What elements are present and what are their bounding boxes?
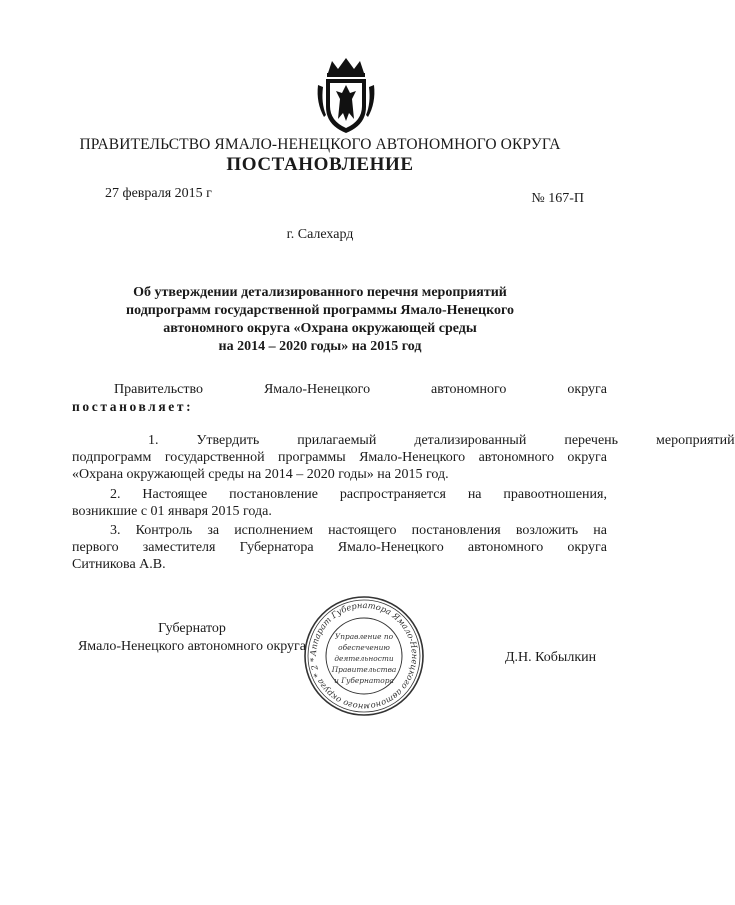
word: округа bbox=[567, 540, 607, 555]
decree-item-3 bbox=[72, 522, 607, 573]
word: автономного bbox=[478, 450, 554, 465]
preamble bbox=[72, 382, 607, 415]
word: автономного bbox=[467, 540, 544, 555]
word: распространяется bbox=[339, 487, 446, 502]
word: настоящего bbox=[328, 523, 397, 538]
document-number: № 167-П bbox=[531, 191, 584, 206]
word: Настоящее bbox=[142, 487, 208, 502]
document-date: 27 февраля 2015 г bbox=[105, 186, 212, 201]
word: округа bbox=[567, 450, 607, 465]
government-name: ПРАВИТЕЛЬСТВО ЯМАЛО-НЕНЕЦКОГО АВТОНОМНОГО ОКРУГА bbox=[79, 136, 561, 153]
seal-center-line: и Губернатора bbox=[334, 676, 394, 685]
word: детализированный bbox=[414, 433, 527, 448]
word: мероприятий bbox=[656, 433, 735, 448]
word: Контроль bbox=[135, 523, 193, 538]
word: на bbox=[593, 523, 607, 538]
coat-of-arms-emblem bbox=[314, 55, 378, 135]
word: 2. bbox=[110, 487, 121, 502]
document-city: г. Салехард bbox=[286, 227, 354, 242]
decree-item-1 bbox=[72, 432, 735, 483]
word: программы bbox=[278, 450, 346, 465]
seal-center-line: Правительства bbox=[331, 665, 397, 674]
seal-center-line: Управление по bbox=[334, 632, 394, 641]
item-line bbox=[110, 522, 607, 539]
subject-line: на 2014 – 2020 годы» на 2015 год bbox=[218, 339, 422, 354]
item-line bbox=[72, 449, 607, 466]
item-line bbox=[110, 432, 735, 449]
signatory-title bbox=[72, 620, 312, 656]
word: перечень bbox=[564, 433, 619, 448]
item-line bbox=[72, 539, 607, 556]
subject-line: автономного округа «Охрана окружающей среды bbox=[163, 321, 477, 336]
seal-center-line: деятельности bbox=[334, 654, 394, 663]
word: 1. bbox=[148, 433, 159, 448]
word: Ямало-Ненецкого bbox=[359, 450, 466, 465]
signatory-position: Губернатор bbox=[158, 621, 226, 636]
seal-center-line: обеспечению bbox=[338, 643, 390, 652]
preamble-word: округа bbox=[567, 382, 607, 397]
word: Утвердить bbox=[196, 433, 260, 448]
preamble-word: Правительство bbox=[114, 382, 203, 397]
word: на bbox=[467, 487, 482, 502]
document-subject bbox=[80, 284, 560, 356]
preamble-word: автономного bbox=[431, 382, 507, 397]
word: за bbox=[207, 523, 220, 538]
signatory-region: Ямало-Ненецкого автономного округа bbox=[77, 639, 307, 654]
seal-ring-text: Аппарат Губернатора Ямало-Ненецкого автономного округа * 2 * bbox=[307, 599, 421, 713]
word: правоотношения, bbox=[503, 487, 607, 502]
item-line bbox=[110, 486, 607, 503]
word: прилагаемый bbox=[297, 433, 377, 448]
item-line-last: Ситникова А.В. bbox=[72, 557, 166, 572]
word: 3. bbox=[110, 523, 121, 538]
word: первого bbox=[72, 540, 119, 555]
word: подпрограмм bbox=[72, 450, 152, 465]
decree-verb: постановляет: bbox=[72, 399, 194, 414]
word: постановление bbox=[229, 487, 318, 502]
item-line-last: «Охрана окружающей среды на 2014 – 2020 годы» на 2015 год. bbox=[72, 467, 449, 482]
signatory-name: Д.Н. Кобылкин bbox=[505, 650, 597, 665]
document-type-title: ПОСТАНОВЛЕНИЕ bbox=[226, 154, 414, 175]
item-line-last: возникшие с 01 января 2015 года. bbox=[72, 504, 272, 519]
word: заместителя bbox=[142, 540, 216, 555]
subject-line: Об утверждении детализированного перечня мероприятий bbox=[133, 285, 507, 300]
decree-item-2 bbox=[72, 486, 607, 520]
word: государственной bbox=[164, 450, 265, 465]
official-seal-stamp bbox=[302, 594, 426, 718]
subject-line: подпрограмм государственной программы Ямало-Ненецкого bbox=[126, 303, 514, 318]
word: возложить bbox=[515, 523, 579, 538]
word: Губернатора bbox=[239, 540, 314, 555]
word: постановления bbox=[411, 523, 501, 538]
preamble-word: Ямало-Ненецкого bbox=[263, 382, 371, 397]
word: Ямало-Ненецкого bbox=[337, 540, 444, 555]
word: исполнением bbox=[234, 523, 313, 538]
